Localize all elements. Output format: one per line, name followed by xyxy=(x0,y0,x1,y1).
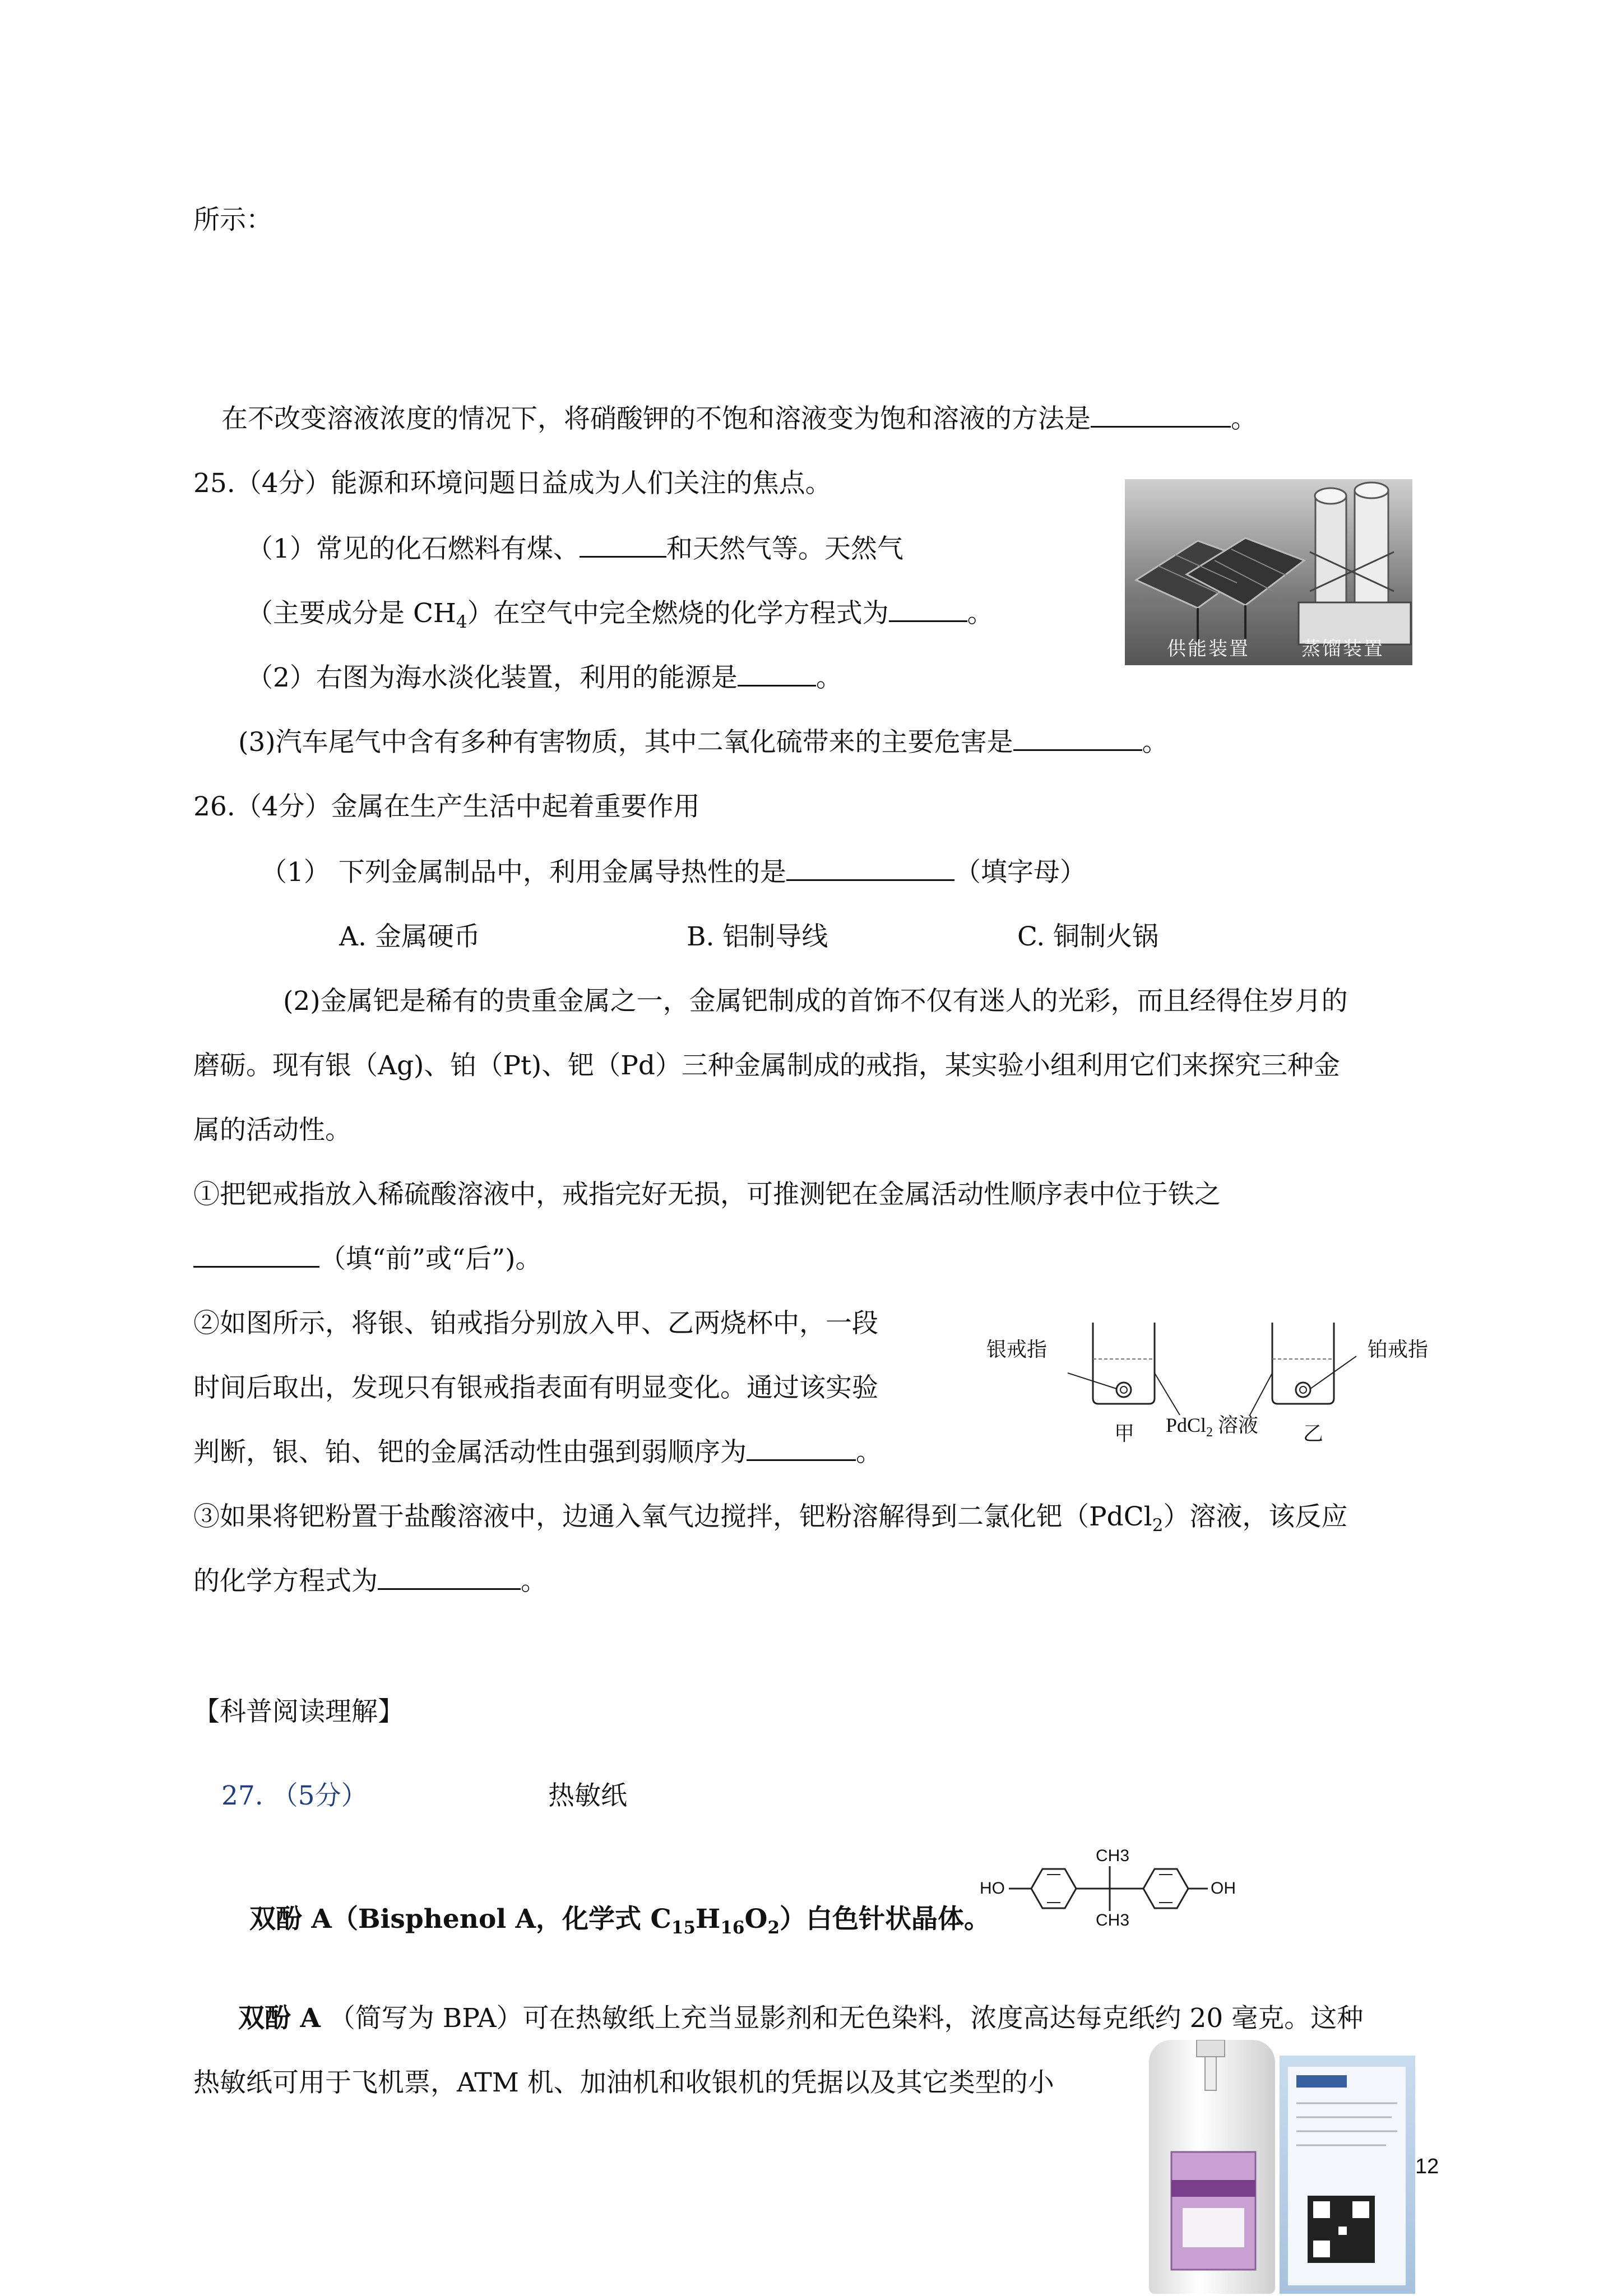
subscript: 2 xyxy=(1206,1425,1213,1440)
punct: 。 xyxy=(521,1566,547,1597)
q25-header: 25.（4分）能源和环境问题日益成为人们关注的焦点。 xyxy=(193,468,832,499)
para-text: （简写为 BPA）可在热敏纸上充当显影剂和无色染料，浓度高达每克纸约 20 毫克。这种 xyxy=(328,2003,1364,2034)
label-ho: HO xyxy=(980,1879,1005,1898)
label-beaker-a: 甲 xyxy=(1114,1422,1135,1445)
answer-blank[interactable] xyxy=(1091,403,1231,428)
q25-part1-line2 xyxy=(247,597,994,639)
q26-option-b: B. 铝制导线 xyxy=(687,921,828,952)
label-beaker-b: 乙 xyxy=(1303,1422,1324,1445)
label-ch3-bottom: CH3 xyxy=(1096,1911,1130,1929)
subscript: 4 xyxy=(456,612,467,632)
receipt-illustration xyxy=(1280,2056,1415,2294)
q25-part1-text-c: （主要成分是 CH xyxy=(247,598,456,629)
answer-blank[interactable] xyxy=(747,1437,856,1461)
formula-text-c: O xyxy=(744,1904,768,1935)
punct: 。 xyxy=(1231,403,1257,434)
subscript: 16 xyxy=(720,1918,745,1938)
q27-para-line1 xyxy=(238,2002,1363,2035)
q26-step2-text: 判断，银、铂、钯的金属活动性由强到弱顺序为 xyxy=(193,1437,747,1468)
beaker-experiment-figure xyxy=(986,1306,1446,1446)
bottle-illustration xyxy=(1149,2040,1275,2294)
q27-para-line2: 热敏纸可用于飞机票，ATM 机、加油机和收银机的凭据以及其它类型的小 xyxy=(193,2067,1054,2098)
label-solution-formula: PdCl xyxy=(1166,1414,1207,1436)
q26-step3-line1 xyxy=(193,1500,1347,1542)
q25-part2-text: （2）右图为海水淡化装置，利用的能源是 xyxy=(247,662,738,693)
q27-number: 27. （5分） xyxy=(221,1780,368,1811)
q26-step2-line1: ②如图所示，将银、铂戒指分别放入甲、乙两烧杯中，一段 xyxy=(193,1308,878,1339)
q26-part2-line2: 磨砺。现有银（Ag)、铂（Pt)、钯（Pd）三种金属制成的戒指，某实验小组利用它们来探究三种金 xyxy=(193,1050,1340,1081)
q24-tail-line xyxy=(221,402,1257,436)
q25-part1-text-d: ）在空气中完全燃烧的化学方程式为 xyxy=(467,598,889,629)
q26-step1-line2 xyxy=(193,1242,541,1276)
answer-blank[interactable] xyxy=(889,598,967,622)
label-solution xyxy=(1166,1409,1258,1440)
q26-step3-line2 xyxy=(193,1565,547,1598)
q26-step1-text: （填“前”或“后”)。 xyxy=(319,1244,542,1274)
q27-title: 热敏纸 xyxy=(548,1780,627,1811)
label-silver-ring: 银戒指 xyxy=(986,1338,1048,1361)
q25-part2-line xyxy=(247,661,842,695)
q26-part2-line3: 属的活动性。 xyxy=(193,1115,351,1145)
answer-blank[interactable] xyxy=(786,857,954,881)
subscript: 2 xyxy=(1152,1515,1164,1536)
q26-step2-line2: 时间后取出，发现只有银戒指表面有明显变化。通过该实验 xyxy=(193,1372,878,1403)
q26-header: 26.（4分）金属在生产生活中起着重要作用 xyxy=(193,791,700,822)
q25-part1-text-b: 和天然气等。天然气 xyxy=(666,534,903,564)
label-oh: OH xyxy=(1211,1879,1236,1898)
q25-part3-line xyxy=(238,726,1169,759)
receipt-photo xyxy=(1280,2056,1415,2294)
q26-step2-line3 xyxy=(193,1436,882,1469)
answer-blank[interactable] xyxy=(738,662,816,687)
section-title: 【科普阅读理解】 xyxy=(193,1696,404,1727)
formula-text-a: 双酚 A（Bisphenol A，化学式 C xyxy=(249,1904,671,1935)
q26-part2-line1: (2)金属钯是稀有的贵重金属之一，金属钯制成的首饰不仅有迷人的光彩，而且经得住岁月的 xyxy=(283,986,1348,1017)
q26-part1-text: （1） 下列金属制品中，利用金属导热性的是 xyxy=(261,857,786,888)
answer-blank[interactable] xyxy=(193,1244,319,1268)
q26-part1-end: （填字母） xyxy=(954,857,1086,888)
answer-blank[interactable] xyxy=(378,1566,521,1590)
punct: 。 xyxy=(1142,727,1169,758)
label-ch3-top: CH3 xyxy=(1096,1847,1130,1865)
punct: 。 xyxy=(967,598,994,629)
figure-label-power: 供能装置 xyxy=(1167,638,1250,660)
q26-part1-line xyxy=(261,856,1086,889)
punct: 。 xyxy=(856,1437,882,1468)
figure-label-distill: 蒸馏装置 xyxy=(1301,638,1384,660)
subscript: 2 xyxy=(767,1918,780,1938)
bisphenol-a-structure xyxy=(975,1847,1244,1931)
q25-part3-text: (3)汽车尾气中含有多种有害物质，其中二氧化硫带来的主要危害是 xyxy=(238,727,1013,758)
label-platinum-ring: 铂戒指 xyxy=(1368,1338,1429,1361)
formula-text-b: H xyxy=(695,1904,721,1935)
answer-blank[interactable] xyxy=(1013,727,1142,751)
label-solution-tail: 溶液 xyxy=(1213,1414,1259,1436)
intro-text: 所示： xyxy=(193,205,272,235)
subscript: 15 xyxy=(671,1918,696,1938)
q24-tail-text: 在不改变溶液浓度的情况下，将硝酸钾的不饱和溶液变为饱和溶液的方法是 xyxy=(221,403,1091,434)
q26-step3-text-b: ）溶液，该反应 xyxy=(1163,1501,1348,1532)
q26-step3-text-a: ③如果将钯粉置于盐酸溶液中，边通入氧气边搅拌，钯粉溶解得到二氯化钯（PdCl xyxy=(193,1501,1152,1532)
page-number: 12 xyxy=(1415,2155,1439,2178)
q25-part1-line1 xyxy=(247,532,903,566)
hand-sanitizer-photo xyxy=(1149,2040,1275,2294)
punct: 。 xyxy=(815,662,842,693)
q25-part1-text-a: （1）常见的化石燃料有煤、 xyxy=(247,534,580,564)
formula-text-d: ）白色针状晶体。 xyxy=(780,1904,991,1935)
bold-term: 双酚 A xyxy=(238,2003,321,2034)
q26-step3-text: 的化学方程式为 xyxy=(193,1566,378,1597)
answer-blank[interactable] xyxy=(580,534,666,558)
q26-option-a: A. 金属硬币 xyxy=(339,921,480,952)
q27-formula-line xyxy=(249,1903,990,1945)
q26-step1-line1: ①把钯戒指放入稀硫酸溶液中，戒指完好无损，可推测钯在金属活动性顺序表中位于铁之 xyxy=(193,1179,1221,1210)
q26-option-c: C. 铜制火锅 xyxy=(1017,921,1159,952)
solar-desalination-figure xyxy=(1125,479,1412,665)
